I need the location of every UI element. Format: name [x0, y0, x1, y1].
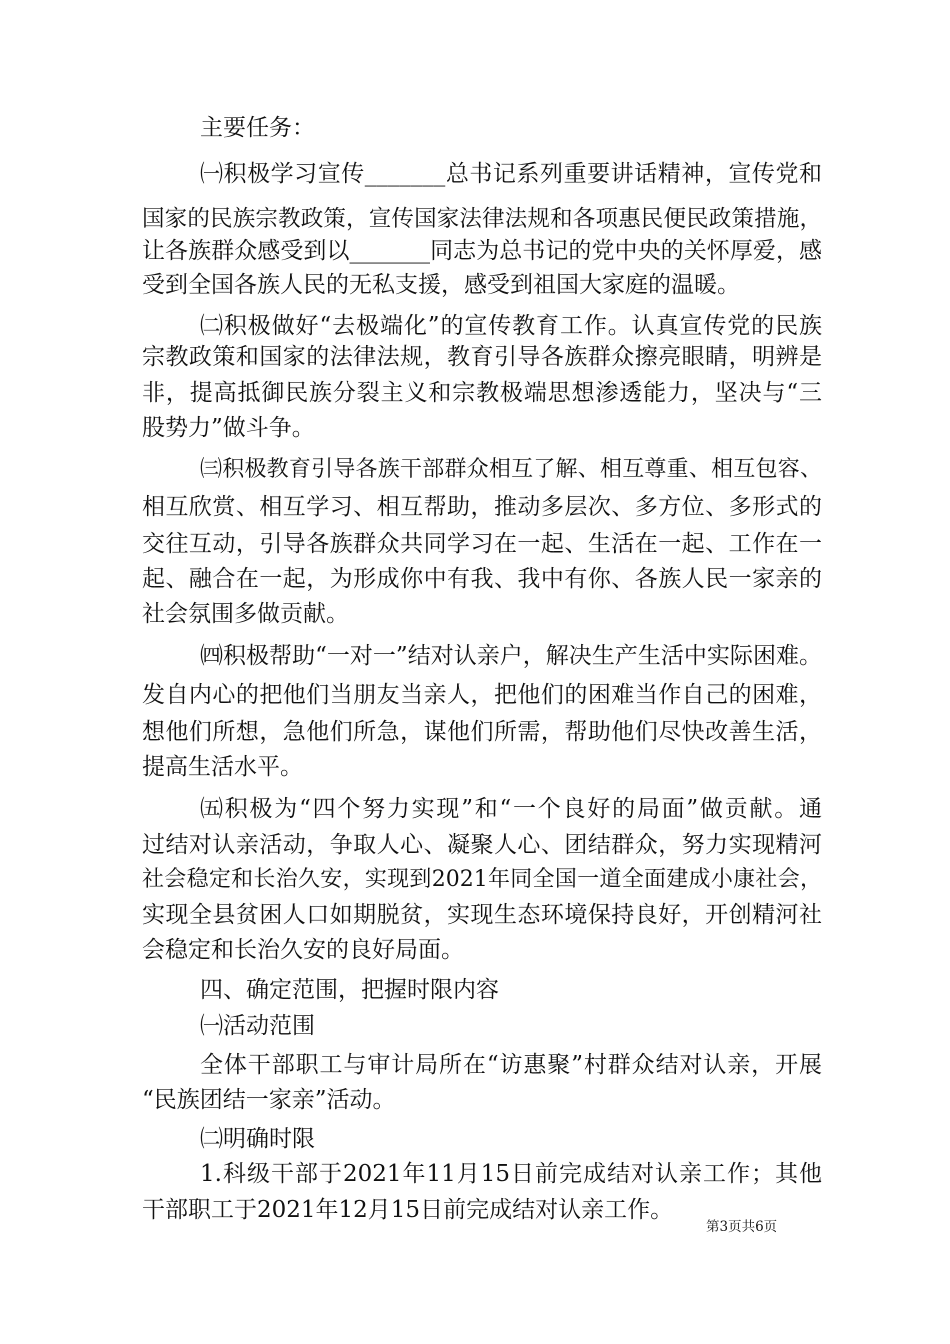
- section-heading-main-tasks: 主要任务：: [200, 115, 315, 141]
- paragraph-line: 起、融合在一起，为形成你中有我、我中有你、各族人民一家亲的: [142, 566, 822, 592]
- paragraph-line: 全体干部职工与审计局所在“访惠聚”村群众结对认亲，开展: [200, 1052, 822, 1078]
- paragraph-line: 会稳定和长治久安的良好局面。: [142, 937, 464, 963]
- paragraph-line: 社会氛围多做贡献。: [142, 601, 349, 627]
- paragraph-line: 相互欣赏、相互学习、相互帮助，推动多层次、多方位、多形式的: [142, 494, 822, 520]
- paragraph-line: 干部职工于2021年12月15日前完成结对认亲工作。: [142, 1197, 674, 1223]
- paragraph-line: 非，提高抵御民族分裂主义和宗教极端思想渗透能力，坚决与“三: [142, 380, 822, 406]
- paragraph-line: 宗教政策和国家的法律法规，教育引导各族群众擦亮眼睛，明辨是: [142, 344, 822, 370]
- page-number: 第3页共6页: [706, 1219, 778, 1235]
- paragraph-line: 过结对认亲活动，争取人心、凝聚人心、团结群众，努力实现精河: [142, 832, 822, 858]
- paragraph-line: ㈣积极帮助“一对一”结对认亲户，解决生产生活中实际困难。: [200, 643, 822, 669]
- paragraph-line: 想他们所想，急他们所急，谋他们所需，帮助他们尽快改善生活，: [142, 719, 822, 745]
- paragraph-line: 发自内心的把他们当朋友当亲人，把他们的困难当作自己的困难，: [142, 682, 822, 708]
- section-heading-scope: 四、确定范围，把握时限内容: [200, 977, 499, 1003]
- paragraph-line: ㈤积极为“四个努力实现”和“一个良好的局面”做贡献。通: [200, 796, 822, 822]
- paragraph-line: 让各族群众感受到以_______同志为总书记的党中央的关怀厚爱，感: [142, 238, 822, 264]
- paragraph-line: 交往互动，引导各族群众共同学习在一起、生活在一起、工作在一: [142, 531, 822, 557]
- paragraph-line: 社会稳定和长治久安，实现到2021年同全国一道全面建成小康社会，: [142, 867, 822, 892]
- subsection-heading-scope: ㈠活动范围: [200, 1013, 315, 1039]
- paragraph-line: “民族团结一家亲”活动。: [142, 1087, 396, 1113]
- paragraph-line: 国家的民族宗教政策，宣传国家法律法规和各项惠民便民政策措施，: [142, 206, 822, 232]
- paragraph-line: 提高生活水平。: [142, 754, 303, 780]
- paragraph-line: 股势力”做斗争。: [142, 415, 315, 441]
- paragraph-line: ㈢积极教育引导各族干部群众相互了解、相互尊重、相互包容、: [200, 457, 822, 482]
- paragraph-line: 实现全县贫困人口如期脱贫，实现生态环境保持良好，开创精河社: [142, 902, 822, 928]
- paragraph-line: 受到全国各族人民的无私支援，感受到祖国大家庭的温暖。: [142, 272, 740, 298]
- paragraph-line: 1.科级干部于2021年11月15日前完成结对认亲工作；其他: [200, 1161, 822, 1187]
- paragraph-line: ㈠积极学习宣传_______总书记系列重要讲话精神，宣传党和: [200, 161, 822, 187]
- paragraph-line: ㈡积极做好“去极端化”的宣传教育工作。认真宣传党的民族: [200, 313, 822, 339]
- subsection-heading-time-limit: ㈡明确时限: [200, 1126, 315, 1152]
